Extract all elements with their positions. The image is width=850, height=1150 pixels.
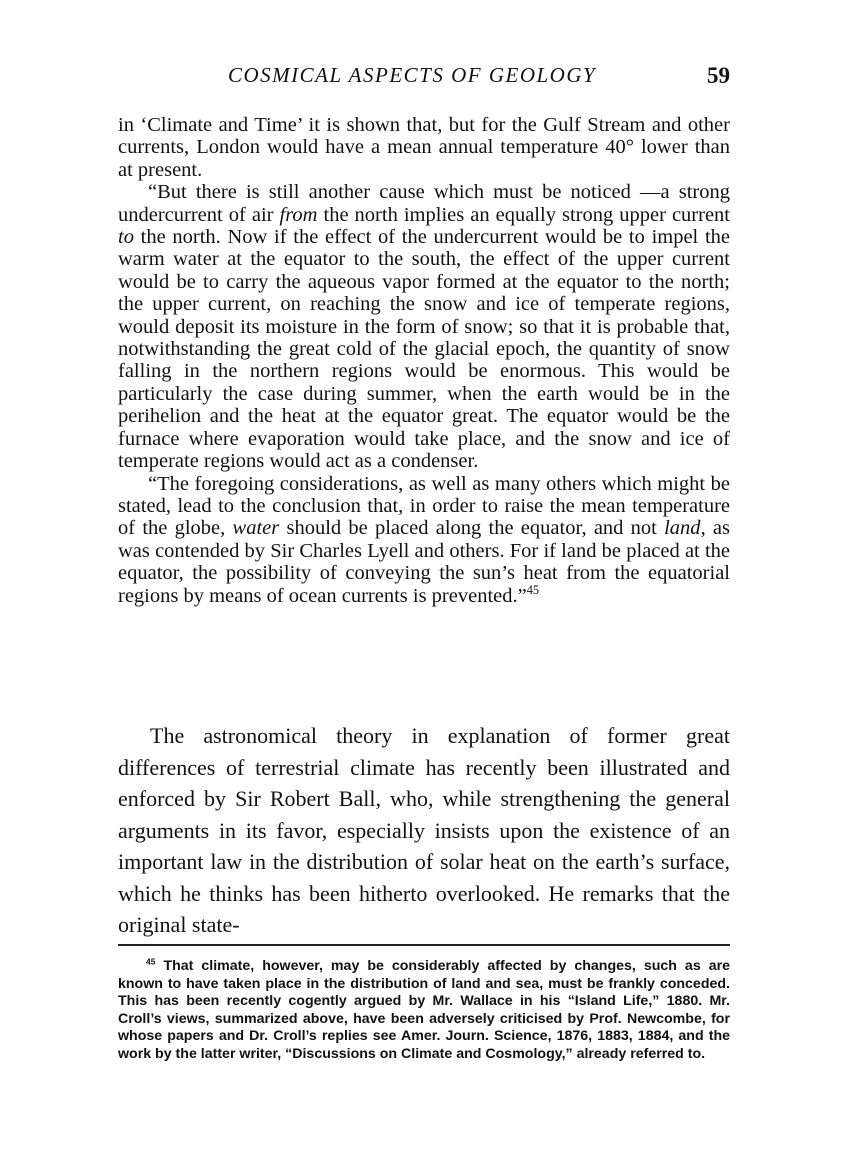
footnote-text: That climate, however, may be considerably affected by changes, such as are known to have taken place in the distribution of land and sea, must be frankly conceded. This has been recently cogently argued by Mr. Wallace in his “Island Life,” 1880. Mr. Croll’s views, summarized above, have been adversely criticised by Prof. Newcombe, for whose papers and Dr. Croll’s replies see Amer. Journ. Science, 1876, 1883, 1884, and the work by the latter writer, “Discussions on Climate and Cosmology,” already referred to. [118, 958, 730, 1062]
quote-paragraph-2-text-a: “But there is still another cause which must be noticed —a strong undercurrent of air [118, 181, 730, 226]
page-number: 59 [707, 63, 730, 88]
quote-paragraph-3 [118, 473, 730, 607]
running-head [118, 63, 730, 93]
emphasis-to: to [118, 226, 134, 249]
quote-paragraph-3-text-a: “The foregoing considerations, as well as many others which might be stated, lead to the conclusion that, in order to raise the mean temperature of the globe, [118, 472, 730, 540]
quoted-passage [118, 114, 730, 607]
quote-paragraph-3-text-b: should be placed along the equator, and not [279, 517, 665, 540]
running-title: COSMICAL ASPECTS OF GEOLOGY [228, 63, 597, 87]
footnote-divider [118, 944, 730, 946]
quote-paragraph-2 [118, 181, 730, 472]
emphasis-from: from [279, 203, 318, 226]
emphasis-land: land [664, 517, 701, 540]
footnote-reference: 45 [526, 582, 540, 597]
quote-paragraph-1 [118, 114, 730, 181]
quote-paragraph-3-text-c: , as was contended by Sir Charles Lyell and others. For if land be placed at the equator, the possibility of conveying the sun’s heat from the equatorial regions by means of ocean currents is prevented.” [118, 517, 731, 607]
quote-paragraph-2-text-b: the north implies an equally strong upper current [317, 203, 730, 226]
main-paragraph: The astronomical theory in explanation of former great differences of terrestrial climate has recently been illustrated and enforced by Sir Robert Ball, who, while strengthening the general arguments in its favor, especially insists upon the existence of an important law in the distribution of solar heat on the earth’s surface, which he thinks has been hitherto overlooked. He remarks that the original state- [118, 723, 730, 937]
footnote [118, 958, 730, 1063]
quote-paragraph-1-text: in ‘Climate and Time’ it is shown that, but for the Gulf Stream and other currents, London would have a mean annual temperature 40° lower than at present. [118, 114, 730, 181]
footnote-marker: 45 [146, 956, 156, 967]
quote-paragraph-2-text-c: the north. Now if the effect of the undercurrent would be to impel the warm water at the equator to the south, the effect of the upper current would be to carry the aqueous vapor formed at the equator to the north; the upper current, on reaching the snow and ice of temperate regions, would deposit its moisture in the form of snow; so that it is probable that, notwithstanding the great cold of the glacial epoch, the quantity of snow falling in the northern regions would be enormous. This would be particularly the case during summer, when the earth would be in the perihelion and the heat at the equator great. The equator would be the furnace where evaporation would take place, and the snow and ice of temperate regions would act as a condenser. [118, 226, 730, 473]
emphasis-water: water [232, 517, 280, 540]
